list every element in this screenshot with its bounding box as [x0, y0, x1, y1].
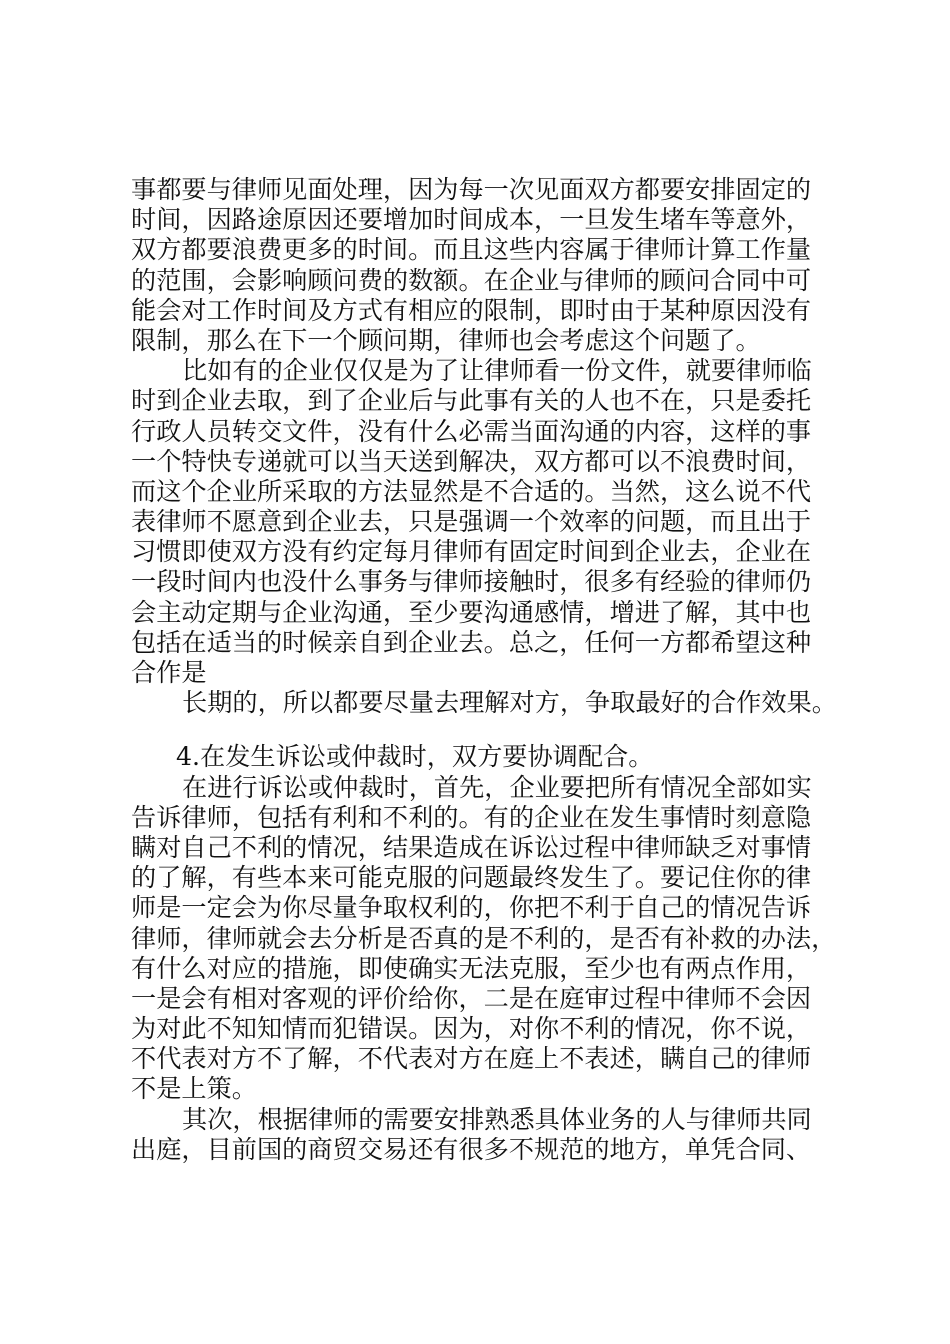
text-line: 的了解，有些本来可能克服的问题最终发生了。要记住你的律 — [131, 863, 812, 893]
text-line: 为对此不知知情而犯错误。因为，对你不利的情况，你不说， — [131, 1014, 812, 1044]
text-line: 包括在适当的时候亲自到企业去。总之，任何一方都希望这种 — [131, 627, 812, 657]
paragraph — [131, 688, 836, 718]
text-line: 告诉律师，包括有利和不利的。有的企业在发生事情时刻意隐 — [131, 802, 812, 832]
section-heading-block — [131, 742, 836, 772]
paragraph — [131, 773, 836, 1105]
text-line: 不代表对方不了解，不代表对方在庭上不表述，瞒自己的律师 — [131, 1044, 812, 1074]
text-line: 比如有的企业仅仅是为了让律师看一份文件，就要律师临 — [182, 356, 812, 386]
text-line: 双方都要浪费更多的时间。而且这些内容属于律师计算工作量 — [131, 235, 812, 265]
text-line: 有什么对应的措施，即使确实无法克服，至少也有两点作用， — [131, 953, 812, 983]
text-line: 律师，律师就会去分析是否真的是不利的，是否有补救的办法， — [131, 923, 837, 953]
text-line: 会主动定期与企业沟通，至少要沟通感情，增进了解，其中也 — [131, 597, 812, 627]
text-line: 瞒对自己不利的情况，结果造成在诉讼过程中律师缺乏对事情 — [131, 832, 812, 862]
text-line: 其次，根据律师的需要安排熟悉具体业务的人与律师共同 — [182, 1104, 812, 1134]
paragraph — [131, 1105, 836, 1165]
text-line: 时到企业去取，到了企业后与此事有关的人也不在，只是委托 — [131, 386, 812, 416]
text-line: 习惯即使双方没有约定每月律师有固定时间到企业去，企业在 — [131, 537, 812, 567]
text-line: 一段时间内也没什么事务与律师接触时，很多有经验的律师仍 — [131, 567, 812, 597]
text-line: 限制，那么在下一个顾问期，律师也会考虑这个问题了。 — [131, 325, 761, 355]
text-line: 合作是 — [131, 658, 207, 687]
text-line: 不是上策。 — [131, 1074, 257, 1104]
section-heading: 4.在发生诉讼或仲裁时，双方要协调配合。 — [176, 742, 654, 772]
paragraph-spacer — [131, 718, 836, 742]
text-line: 一个特快专递就可以当天送到解决，双方都可以不浪费时间， — [131, 446, 812, 476]
text-line: 行政人员转交文件，没有什么必需当面沟通的内容，这样的事 — [131, 416, 812, 446]
text-line: 能会对工作时间及方式有相应的限制，即时由于某种原因没有 — [131, 295, 812, 325]
text-line: 的范围，会影响顾问费的数额。在企业与律师的顾问合同中可 — [131, 265, 812, 295]
text-line: 出庭，目前国的商贸交易还有很多不规范的地方，单凭合同、 — [131, 1134, 812, 1164]
text-line: 而这个企业所采取的方法显然是不合适的。当然，这么说不代 — [131, 476, 812, 506]
text-line: 事都要与律师见面处理，因为每一次见面双方都要安排固定的 — [131, 175, 812, 204]
text-line: 在进行诉讼或仲裁时，首先，企业要把所有情况全部如实 — [182, 772, 812, 802]
text-line: 师是一定会为你尽量争取权利的，你把不利于自己的情况告诉 — [131, 893, 812, 923]
text-line: 表律师不愿意到企业去，只是强调一个效率的问题，而且出于 — [131, 507, 812, 537]
body-text — [131, 175, 836, 1165]
text-line: 一是会有相对客观的评价给你，二是在庭审过程中律师不会因 — [131, 983, 812, 1013]
paragraph — [131, 356, 836, 688]
text-line: 时间，因路途原因还要增加时间成本，一旦发生堵车等意外， — [131, 205, 812, 235]
paragraph — [131, 175, 836, 356]
text-line: 长期的，所以都要尽量去理解对方，争取最好的合作效果。 — [182, 688, 837, 718]
